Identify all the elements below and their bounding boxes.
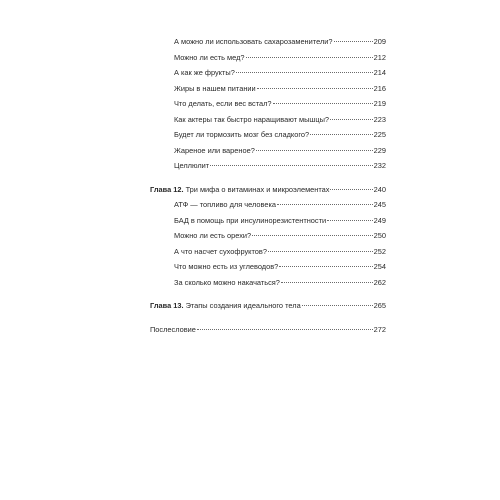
toc-entry-title: Как актеры так быстро наращивают мышцы? xyxy=(174,114,329,124)
toc-entry xyxy=(150,228,386,244)
toc-entry xyxy=(150,81,386,97)
chapter-label: Глава 13. xyxy=(150,301,184,310)
toc-entry-title: Можно ли есть мед? xyxy=(174,52,245,62)
chapter-heading xyxy=(150,182,329,198)
toc-entry xyxy=(150,158,386,174)
toc-entry-title: А как же фрукты? xyxy=(174,68,235,77)
toc-chapter-13 xyxy=(150,298,386,314)
toc-entry-page: 225 xyxy=(373,130,386,139)
toc-entry-page: 216 xyxy=(373,83,386,93)
toc-entry-page: 245 xyxy=(373,200,386,209)
chapter-heading xyxy=(150,298,301,314)
toc-entry xyxy=(150,275,386,291)
toc-entry xyxy=(150,112,386,128)
dot-leader xyxy=(281,282,373,283)
dot-leader xyxy=(277,204,373,205)
toc-entry-page: 265 xyxy=(373,301,386,310)
chapter-title: Три мифа о витаминах и микроэлементах xyxy=(183,184,330,194)
toc-entry xyxy=(150,213,386,229)
toc-entry xyxy=(150,96,386,112)
dot-leader xyxy=(330,189,372,190)
dot-leader xyxy=(279,266,372,267)
toc-entry-title: А можно ли использовать сахарозаменители? xyxy=(174,37,333,46)
toc-entry xyxy=(150,244,386,260)
toc-entry-page: 252 xyxy=(373,246,386,256)
dot-leader xyxy=(246,57,373,58)
dot-leader xyxy=(310,134,373,135)
spacer xyxy=(150,290,386,298)
toc-entry-page: 223 xyxy=(373,114,386,124)
dot-leader xyxy=(334,41,373,42)
dot-leader xyxy=(268,251,373,252)
toc-entry-title: Целлюлит xyxy=(174,161,210,170)
toc-entry-page: 249 xyxy=(373,215,386,225)
table-of-contents xyxy=(150,34,386,337)
toc-entry-page: 262 xyxy=(373,277,386,287)
toc-entry-page: 240 xyxy=(373,184,386,194)
toc-entry-title: За сколько можно накачаться? xyxy=(174,277,280,287)
toc-entry-title: Можно ли есть орехи? xyxy=(174,231,252,240)
toc-entry-title: Жареное или вареное? xyxy=(174,145,255,155)
dot-leader xyxy=(210,165,372,166)
toc-entry-title: Что можно есть из углеводов? xyxy=(174,262,279,271)
spacer xyxy=(150,174,386,182)
toc-entry-page: 209 xyxy=(373,37,386,46)
toc-chapter-12 xyxy=(150,182,386,198)
toc-entry-page: 229 xyxy=(373,145,386,155)
toc-entry-page: 214 xyxy=(373,68,386,77)
spacer xyxy=(150,314,386,322)
toc-entry-title: БАД в помощь при инсулинорезистентности xyxy=(174,215,327,225)
dot-leader xyxy=(256,150,373,151)
toc-entry-page: 272 xyxy=(373,324,386,334)
dot-leader xyxy=(302,305,373,306)
toc-entry xyxy=(150,197,386,213)
dot-leader xyxy=(257,88,373,89)
toc-afterword xyxy=(150,322,386,338)
toc-entry-page: 212 xyxy=(373,52,386,62)
toc-entry xyxy=(150,143,386,159)
toc-entry-title: Послесловие xyxy=(150,324,196,334)
chapter-label: Глава 12. xyxy=(150,184,184,194)
toc-entry-page: 232 xyxy=(373,161,386,170)
toc-entry xyxy=(150,65,386,81)
toc-entry xyxy=(150,34,386,50)
toc-entry-page: 219 xyxy=(373,99,386,108)
toc-entry-title: Будет ли тормозить мозг без сладкого? xyxy=(174,130,310,139)
toc-entry-page: 254 xyxy=(373,262,386,271)
toc-entry-page: 250 xyxy=(373,231,386,240)
toc-entry xyxy=(150,50,386,66)
toc-entry-title: Жиры в нашем питании xyxy=(174,83,256,93)
toc-entry xyxy=(150,259,386,275)
chapter-title: Этапы создания идеального тела xyxy=(183,301,301,310)
dot-leader xyxy=(252,235,373,236)
toc-entry-title: Что делать, если вес встал? xyxy=(174,99,272,108)
dot-leader xyxy=(330,119,373,120)
dot-leader xyxy=(197,329,373,330)
toc-entry-title: А что насчет сухофруктов? xyxy=(174,246,267,256)
dot-leader xyxy=(236,72,373,73)
dot-leader xyxy=(327,220,373,221)
toc-entry xyxy=(150,127,386,143)
dot-leader xyxy=(273,103,373,104)
toc-entry-title: АТФ — топливо для человека xyxy=(174,200,276,209)
